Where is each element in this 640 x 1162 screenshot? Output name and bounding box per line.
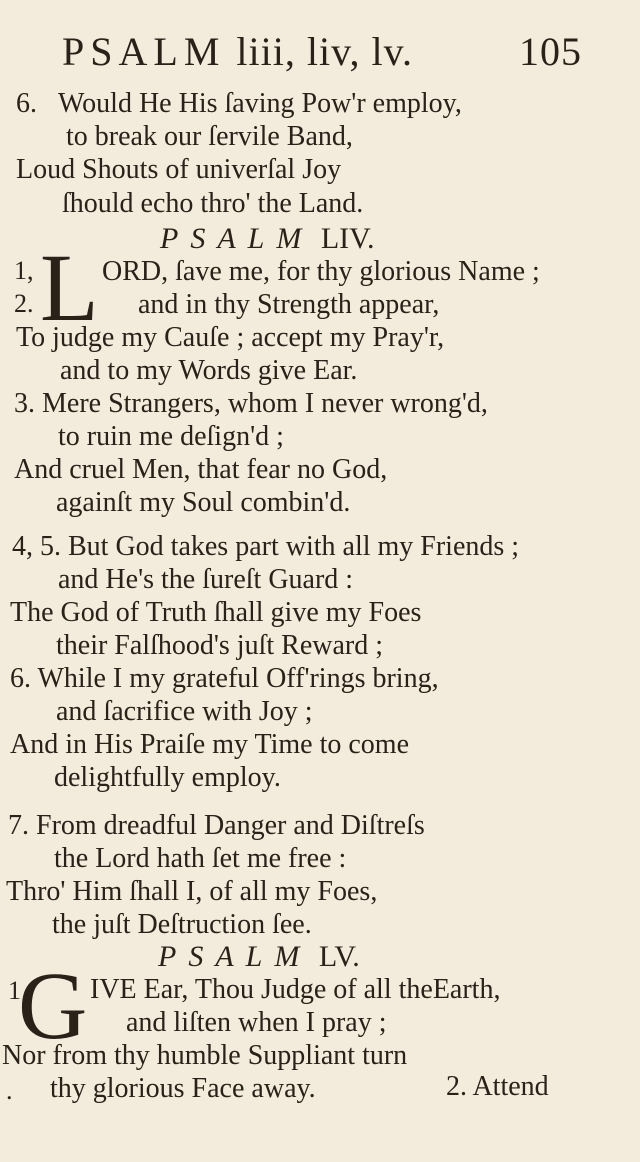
drop-cap: L bbox=[40, 234, 99, 341]
verse-line: and He's the ſureſt Guard : bbox=[58, 564, 354, 595]
verse-line: 3. Mere Strangers, whom I never wrong'd, bbox=[14, 388, 488, 419]
drop-cap: G bbox=[18, 952, 88, 1059]
verse-line: 7. From dreadful Danger and Diſtreſs bbox=[8, 810, 425, 841]
psalm-heading bbox=[158, 942, 360, 972]
verse-line: Thro' Him ſhall I, of all my Foes, bbox=[6, 876, 378, 907]
verse-number: 1, bbox=[14, 256, 34, 285]
verse-line: and to my Words give Ear. bbox=[60, 355, 358, 386]
verse-line: thy glorious Face away. bbox=[50, 1073, 316, 1104]
verse-line: 6. While I my grateful Off'rings bring, bbox=[10, 663, 439, 694]
verse-line: ſhould echo thro' the Land. bbox=[62, 188, 364, 219]
psalm-heading-number: LV. bbox=[318, 940, 360, 973]
verse-line: their Falſhood's juſt Reward ; bbox=[56, 630, 384, 661]
psalm-heading-number: LIV. bbox=[320, 222, 375, 255]
verse-line: delightfully employ. bbox=[54, 762, 281, 793]
page-number: 105 bbox=[519, 29, 582, 74]
header-title: PSALM bbox=[62, 29, 226, 74]
verse-line: and in thy Strength appear, bbox=[138, 289, 440, 320]
running-header bbox=[62, 28, 582, 75]
verse-line: IVE Ear, Thou Judge of all theEarth, bbox=[90, 974, 501, 1005]
verse-line: ORD, ſave me, for thy glorious Name ; bbox=[102, 256, 540, 287]
verse-line: 4, 5. But God takes part with all my Friends ; bbox=[12, 531, 520, 562]
stray-mark: . bbox=[6, 1076, 13, 1105]
verse-line: and liſten when I pray ; bbox=[126, 1007, 387, 1038]
verse-line: And cruel Men, that fear no God, bbox=[14, 454, 388, 485]
verse-line: the juſt Deſtruction ſee. bbox=[52, 909, 312, 940]
verse-line: to ruin me deſign'd ; bbox=[58, 421, 284, 452]
verse-line: againſt my Soul combin'd. bbox=[56, 487, 351, 518]
verse-line: And in His Praiſe my Time to come bbox=[10, 729, 409, 760]
verse-line: to break our ſervile Band, bbox=[66, 121, 353, 152]
verse-line: Loud Shouts of univerſal Joy bbox=[16, 154, 342, 185]
psalm-heading bbox=[160, 224, 374, 254]
verse-number: 2. bbox=[14, 289, 34, 318]
verse-line: The God of Truth ſhall give my Foes bbox=[10, 597, 422, 628]
verse-line: the Lord hath ſet me free : bbox=[54, 843, 347, 874]
verse-line: and ſacrifice with Joy ; bbox=[56, 696, 313, 727]
header-psalm-numbers: liii, liv, lv. bbox=[236, 29, 413, 74]
psalm-heading-word: PSALM bbox=[158, 940, 312, 973]
catchword: 2. Attend bbox=[446, 1071, 549, 1102]
verse-line: Nor from thy humble Suppliant turn bbox=[2, 1040, 408, 1071]
verse-number: 6. bbox=[16, 88, 37, 119]
verse-line: To judge my Cauſe ; accept my Pray'r, bbox=[16, 322, 445, 353]
verse-line: Would He His ſaving Pow'r employ, bbox=[58, 88, 462, 119]
psalm-heading-word: PSALM bbox=[160, 222, 314, 255]
verse-number: 1 bbox=[8, 976, 21, 1005]
